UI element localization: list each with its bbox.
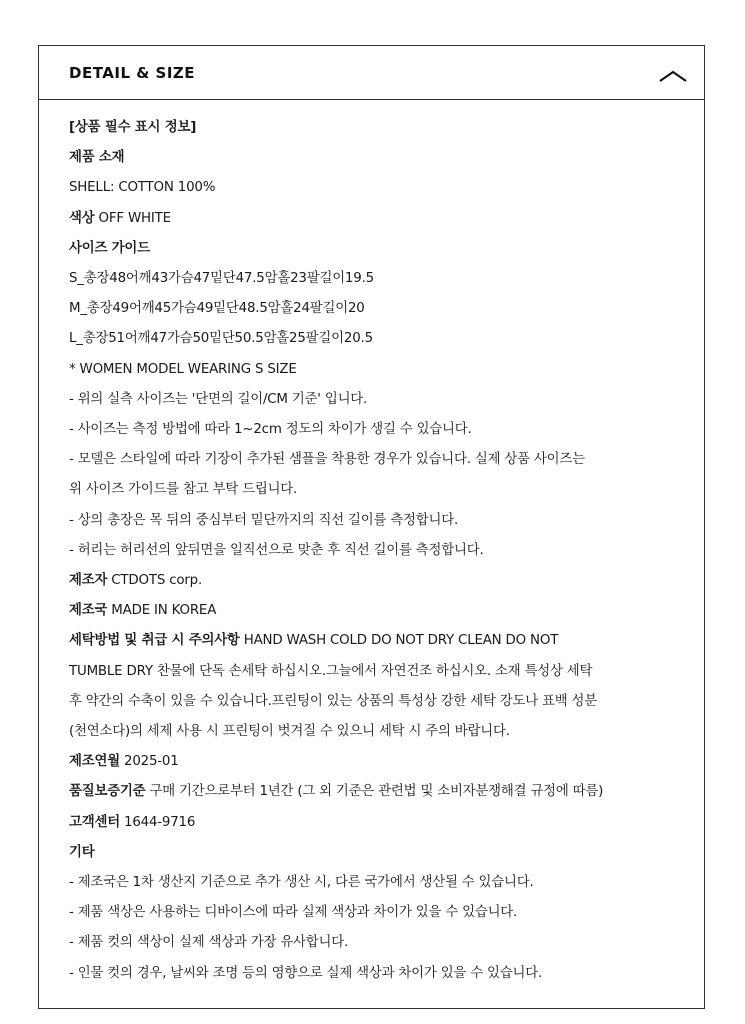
chevron-up-icon[interactable] [658, 66, 688, 86]
manufacturer-label: 제조자 [69, 573, 108, 589]
size-note: - 위의 실측 사이즈는 '단면의 길이/CM 기준' 입니다. [69, 391, 368, 407]
size-note: - 모델은 스타일에 따라 기장이 추가된 샘플을 착용한 경우가 있습니다. 실제 상품 사이즈는 [69, 452, 585, 468]
origin-row [69, 596, 674, 626]
size-note: 위 사이즈 가이드를 참고 부탁 드립니다. [69, 482, 298, 498]
accordion-header[interactable] [39, 46, 704, 100]
care-value: HAND WASH COLD DO NOT DRY CLEAN DO NOT [239, 633, 559, 649]
size-note: - 상의 총장은 목 뒤의 중심부터 밑단까지의 직선 길이를 측정합니다. [69, 512, 459, 528]
etc-note: - 인물 컷의 경우, 날씨와 조명 등의 영향으로 실제 색상과 차이가 있을 수 있습니다. [69, 965, 543, 981]
size-row-l: L_총장51어깨47가슴50밑단50.5암홀25팔길이20.5 [69, 331, 373, 347]
manufacturer-value: CTDOTS corp. [107, 573, 203, 589]
warranty-row [69, 777, 674, 807]
service-label: 고객센터 [69, 814, 120, 830]
manufacturer-row [69, 566, 674, 596]
care-line: (천연소다)의 세제 사용 시 프린팅이 벗겨질 수 있으니 세탁 시 주의 바랍니다. [69, 724, 510, 740]
care-line: TUMBLE DRY 찬물에 단독 손세탁 하십시오.그늘에서 자연건조 하십시오. 소재 특성상 세탁 [69, 663, 593, 679]
date-value: 2025-01 [119, 754, 179, 770]
care-row [69, 626, 674, 656]
origin-value: MADE IN KOREA [107, 603, 217, 619]
notice-heading: [상품 필수 표시 정보] [69, 120, 197, 135]
date-row [69, 747, 674, 777]
color-label: 색상 [69, 210, 95, 226]
date-label: 제조연월 [69, 754, 120, 770]
size-note: - 허리는 허리선의 앞뒤면을 일직선으로 맞춘 후 직선 길이를 측정합니다. [69, 542, 484, 558]
size-note: - 사이즈는 측정 방법에 따라 1~2cm 정도의 차이가 생길 수 있습니다. [69, 422, 472, 438]
etc-note: - 제품 색상은 사용하는 디바이스에 따라 실제 색상과 차이가 있을 수 있습니다. [69, 905, 518, 921]
warranty-value: 구매 기간으로부터 1년간 (그 외 기준은 관련법 및 소비자분쟁해결 규정에 따름) [145, 784, 604, 800]
size-guide-label: 사이즈 가이드 [69, 240, 150, 256]
size-row-s: S_총장48어깨43가슴47밑단47.5암홀23팔길이19.5 [69, 271, 374, 287]
detail-content [39, 100, 704, 989]
color-value: OFF WHITE [94, 210, 171, 226]
panel-title: DETAIL & SIZE [69, 63, 196, 82]
material-label: 제품 소재 [69, 150, 125, 166]
service-value: 1644-9716 [119, 814, 196, 830]
color-row [69, 204, 674, 234]
warranty-label: 품질보증기준 [69, 784, 146, 800]
size-row-m: M_총장49어깨45가슴49밑단48.5암홀24팔길이20 [69, 301, 365, 317]
model-note: * WOMEN MODEL WEARING S SIZE [69, 361, 297, 377]
care-label: 세탁방법 및 취급 시 주의사항 [69, 633, 240, 649]
etc-note: - 제품 컷의 색상이 실제 색상과 가장 유사합니다. [69, 935, 349, 951]
service-row [69, 808, 674, 838]
detail-size-panel [38, 45, 705, 1009]
origin-label: 제조국 [69, 603, 108, 619]
etc-label: 기타 [69, 844, 95, 860]
etc-note: - 제조국은 1차 생산지 기준으로 추가 생산 시, 다른 국가에서 생산될 수 있습니다. [69, 875, 534, 891]
care-line: 후 약간의 수축이 있을 수 있습니다.프린팅이 있는 상품의 특성상 강한 세탁 강도나 표백 성분 [69, 693, 597, 709]
material-value: SHELL: COTTON 100% [69, 180, 216, 196]
